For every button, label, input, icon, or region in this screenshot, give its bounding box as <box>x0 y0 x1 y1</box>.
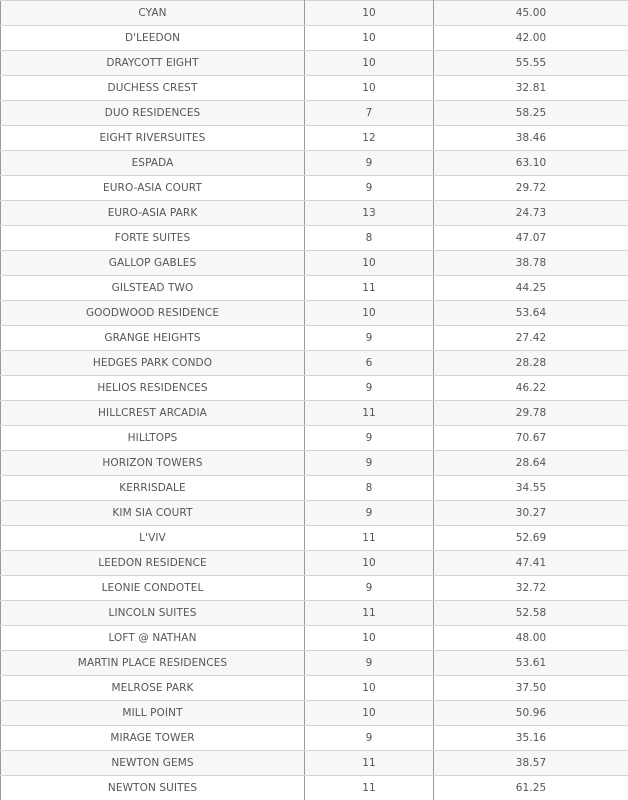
value-cell: 50.96 <box>434 701 628 726</box>
value-cell: 42.00 <box>434 26 628 51</box>
value-cell: 29.78 <box>434 401 628 426</box>
table-row <box>1 651 628 676</box>
value-cell: 44.25 <box>434 276 628 301</box>
value-cell: 30.27 <box>434 501 628 526</box>
project-name-cell: DUCHESS CREST <box>1 76 305 101</box>
table-row <box>1 76 628 101</box>
project-name-cell: HELIOS RESIDENCES <box>1 376 305 401</box>
count-cell: 9 <box>305 501 434 526</box>
count-cell: 10 <box>305 626 434 651</box>
value-cell: 47.07 <box>434 226 628 251</box>
project-name-cell: NEWTON SUITES <box>1 776 305 800</box>
count-cell: 8 <box>305 476 434 501</box>
project-name-cell: L'VIV <box>1 526 305 551</box>
value-cell: 32.72 <box>434 576 628 601</box>
table-row <box>1 751 628 776</box>
value-cell: 63.10 <box>434 151 628 176</box>
table-row <box>1 276 628 301</box>
table-row <box>1 301 628 326</box>
table-row <box>1 626 628 651</box>
project-name-cell: CYAN <box>1 1 305 26</box>
project-name-cell: GILSTEAD TWO <box>1 276 305 301</box>
project-name-cell: MELROSE PARK <box>1 676 305 701</box>
table-row <box>1 151 628 176</box>
project-name-cell: GOODWOOD RESIDENCE <box>1 301 305 326</box>
project-name-cell: HORIZON TOWERS <box>1 451 305 476</box>
project-name-cell: KIM SIA COURT <box>1 501 305 526</box>
table-row <box>1 476 628 501</box>
count-cell: 10 <box>305 76 434 101</box>
project-name-cell: EURO-ASIA COURT <box>1 176 305 201</box>
count-cell: 9 <box>305 151 434 176</box>
value-cell: 28.28 <box>434 351 628 376</box>
count-cell: 11 <box>305 776 434 800</box>
value-cell: 70.67 <box>434 426 628 451</box>
project-name-cell: LEONIE CONDOTEL <box>1 576 305 601</box>
value-cell: 58.25 <box>434 101 628 126</box>
count-cell: 10 <box>305 701 434 726</box>
table-row <box>1 451 628 476</box>
table-row <box>1 51 628 76</box>
value-cell: 45.00 <box>434 1 628 26</box>
count-cell: 11 <box>305 526 434 551</box>
value-cell: 46.22 <box>434 376 628 401</box>
count-cell: 11 <box>305 601 434 626</box>
table-row <box>1 176 628 201</box>
project-name-cell: DUO RESIDENCES <box>1 101 305 126</box>
table-row <box>1 326 628 351</box>
table-row <box>1 601 628 626</box>
project-name-cell: MILL POINT <box>1 701 305 726</box>
count-cell: 8 <box>305 226 434 251</box>
project-name-cell: HEDGES PARK CONDO <box>1 351 305 376</box>
table-body <box>1 1 628 800</box>
value-cell: 53.64 <box>434 301 628 326</box>
count-cell: 9 <box>305 176 434 201</box>
count-cell: 10 <box>305 251 434 276</box>
value-cell: 53.61 <box>434 651 628 676</box>
project-name-cell: HILLCREST ARCADIA <box>1 401 305 426</box>
value-cell: 55.55 <box>434 51 628 76</box>
project-name-cell: MIRAGE TOWER <box>1 726 305 751</box>
table-row <box>1 126 628 151</box>
count-cell: 10 <box>305 676 434 701</box>
table-row <box>1 701 628 726</box>
count-cell: 9 <box>305 576 434 601</box>
project-name-cell: GALLOP GABLES <box>1 251 305 276</box>
value-cell: 27.42 <box>434 326 628 351</box>
value-cell: 48.00 <box>434 626 628 651</box>
project-name-cell: LEEDON RESIDENCE <box>1 551 305 576</box>
table-row <box>1 1 628 26</box>
value-cell: 52.58 <box>434 601 628 626</box>
project-name-cell: LOFT @ NATHAN <box>1 626 305 651</box>
project-name-cell: EIGHT RIVERSUITES <box>1 126 305 151</box>
count-cell: 12 <box>305 126 434 151</box>
count-cell: 10 <box>305 1 434 26</box>
count-cell: 9 <box>305 376 434 401</box>
table-row <box>1 226 628 251</box>
project-name-cell: KERRISDALE <box>1 476 305 501</box>
value-cell: 38.57 <box>434 751 628 776</box>
count-cell: 6 <box>305 351 434 376</box>
table-row <box>1 401 628 426</box>
value-cell: 32.81 <box>434 76 628 101</box>
project-name-cell: HILLTOPS <box>1 426 305 451</box>
value-cell: 29.72 <box>434 176 628 201</box>
value-cell: 38.46 <box>434 126 628 151</box>
value-cell: 28.64 <box>434 451 628 476</box>
count-cell: 11 <box>305 401 434 426</box>
table-row <box>1 201 628 226</box>
count-cell: 9 <box>305 726 434 751</box>
table-row <box>1 26 628 51</box>
value-cell: 37.50 <box>434 676 628 701</box>
count-cell: 7 <box>305 101 434 126</box>
table-row <box>1 676 628 701</box>
value-cell: 24.73 <box>434 201 628 226</box>
table-row <box>1 551 628 576</box>
project-name-cell: LINCOLN SUITES <box>1 601 305 626</box>
project-name-cell: MARTIN PLACE RESIDENCES <box>1 651 305 676</box>
count-cell: 9 <box>305 326 434 351</box>
project-name-cell: FORTE SUITES <box>1 226 305 251</box>
count-cell: 10 <box>305 301 434 326</box>
table-row <box>1 426 628 451</box>
count-cell: 10 <box>305 26 434 51</box>
table-row <box>1 351 628 376</box>
project-name-cell: EURO-ASIA PARK <box>1 201 305 226</box>
table-row <box>1 576 628 601</box>
table-row <box>1 501 628 526</box>
count-cell: 9 <box>305 651 434 676</box>
table-row <box>1 101 628 126</box>
count-cell: 11 <box>305 276 434 301</box>
project-name-cell: ESPADA <box>1 151 305 176</box>
count-cell: 13 <box>305 201 434 226</box>
project-name-cell: NEWTON GEMS <box>1 751 305 776</box>
count-cell: 10 <box>305 551 434 576</box>
value-cell: 38.78 <box>434 251 628 276</box>
table-row <box>1 526 628 551</box>
table-row <box>1 726 628 751</box>
table-row <box>1 776 628 800</box>
table-row <box>1 376 628 401</box>
count-cell: 11 <box>305 751 434 776</box>
table-row <box>1 251 628 276</box>
project-name-cell: GRANGE HEIGHTS <box>1 326 305 351</box>
value-cell: 52.69 <box>434 526 628 551</box>
value-cell: 61.25 <box>434 776 628 800</box>
project-name-cell: D'LEEDON <box>1 26 305 51</box>
value-cell: 47.41 <box>434 551 628 576</box>
count-cell: 9 <box>305 451 434 476</box>
count-cell: 9 <box>305 426 434 451</box>
count-cell: 10 <box>305 51 434 76</box>
value-cell: 34.55 <box>434 476 628 501</box>
project-name-cell: DRAYCOTT EIGHT <box>1 51 305 76</box>
value-cell: 35.16 <box>434 726 628 751</box>
